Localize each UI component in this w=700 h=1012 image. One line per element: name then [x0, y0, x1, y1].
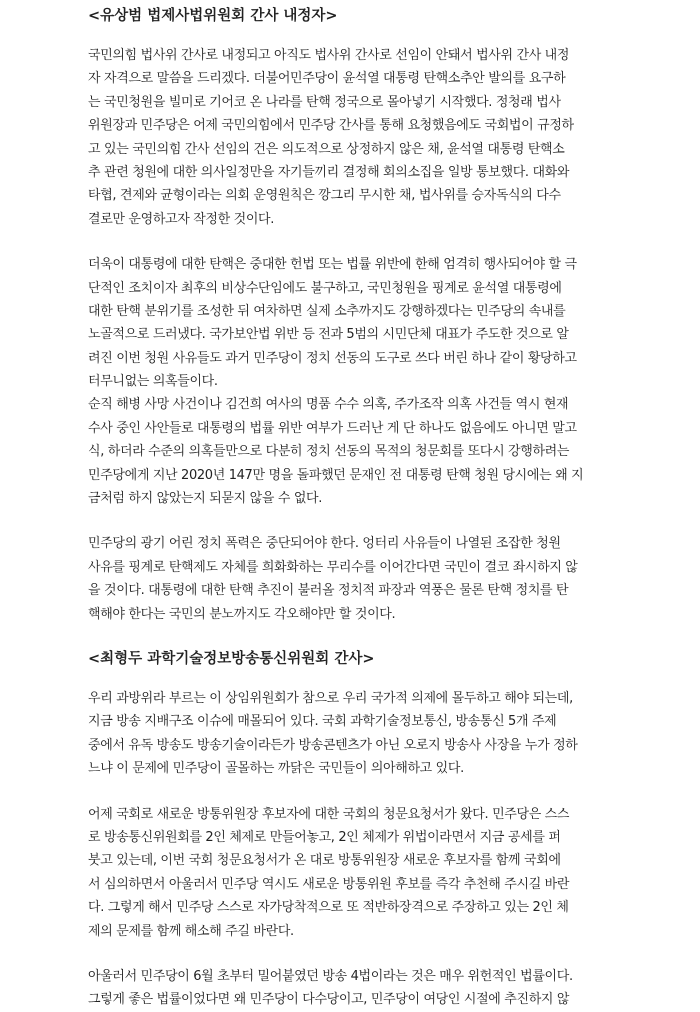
text-line: 터무니없는 의혹들이다. [88, 374, 218, 390]
text-line: 추 관련 청원에 대한 의사일정만을 자기들끼리 결정해 회의소집을 일방 통보했다. 대화와 [88, 164, 570, 180]
text-line: 려진 이번 청원 사유들도 과거 민주당이 정치 선동의 도구로 쓰다 버린 하나 같이 황당하고 [88, 350, 577, 366]
text-line: 중에서 유독 방송도 방송기술이라든가 방송콘텐츠가 아닌 오로지 방송사 사장을 누가 정하 [88, 737, 578, 753]
text-line: 느냐 이 문제에 민주당이 골몰하는 까닭은 국민들이 의아해하고 있다. [88, 761, 464, 777]
text-line: 로 방송통신위원회를 2인 체제로 만들어놓고, 2인 체제가 위법이라면서 지금 공세를 퍼 [88, 829, 561, 845]
text-line: 을 것이다. 대통령에 대한 탄핵 추진이 불러올 정치적 파장과 역풍은 물론 탄핵 정치를 탄 [88, 583, 569, 599]
paragraph [88, 965, 618, 1012]
text-line: 금처럼 하지 않았는지 되묻지 않을 수 없다. [88, 491, 323, 507]
text-line: 민주당에게 지난 2020년 147만 명을 돌파했던 문재인 전 대통령 탄핵 청원 당시에는 왜 지 [88, 467, 584, 483]
text-line: 수사 중인 사안들로 대통령의 법률 위반 여부가 드러난 게 단 하나도 없음에도 아니면 말고 [88, 420, 577, 436]
paragraph [88, 803, 618, 943]
text-line: 민주당의 광기 어린 정치 폭력은 중단되어야 한다. 엉터리 사유들이 나열된 조잡한 청원 [88, 536, 561, 552]
paragraph [88, 253, 618, 393]
text-line: 어제 국회로 새로운 방통위원장 후보자에 대한 국회의 청문요청서가 왔다. 민주당은 스스 [88, 806, 570, 822]
text-line: 결로만 운영하고자 작정한 것이다. [88, 211, 275, 227]
spacer [88, 231, 618, 253]
text-line: 단적인 조치이자 최후의 비상수단임에도 불구하고, 국민청원을 핑계로 윤석열 대통령에 [88, 280, 562, 296]
text-line: 그렇게 좋은 법률이었다면 왜 민주당이 다수당이고, 민주당이 여당인 시절에 추진하지 않 [88, 992, 570, 1008]
document-page [88, 0, 618, 1012]
spacer [88, 32, 618, 44]
paragraph [88, 687, 618, 781]
text-line: 타협, 견제와 균형이라는 의회 운영원칙은 깡그리 무시한 채, 법사위를 승자독식의 다수 [88, 188, 561, 204]
text-line: 대한 탄핵 분위기를 조성한 뒤 여차하면 실제 소추까지도 강행하겠다는 민주당의 속내를 [88, 303, 566, 319]
text-line: 아울러서 민주당이 6월 초부터 밀어붙였던 방송 4법이라는 것은 매우 위헌적인 법률이다. [88, 968, 573, 984]
text-line: 제의 문제를 함께 해소해 주길 바란다. [88, 923, 294, 939]
text-line: 핵해야 한다는 국민의 분노까지도 각오해야만 할 것이다. [88, 606, 396, 622]
text-line: 식, 하더라 수준의 의혹들만으로 다분히 정치 선동의 목적의 청문회를 또다시 강행하려는 [88, 444, 570, 460]
text-line: 자 자격으로 말씀을 드리겠다. 더불어민주당이 윤석열 대통령 탄핵소추안 발의를 요구하 [88, 71, 566, 87]
text-line: 위원장과 민주당은 어제 국민의힘에서 민주당 간사를 통해 요청했음에도 국회법이 규정하 [88, 118, 574, 134]
text-line: 붓고 있는데, 이번 국회 청문요청서가 온 대로 방통위원장 새로운 후보자를 함께 국회에 [88, 853, 561, 869]
text-line: 다. 그렇게 해서 민주당 스스로 자가당착적으로 또 적반하장격으로 주장하고 있는 2인 체 [88, 900, 569, 916]
text-line: 지금 방송 지배구조 이슈에 매몰되어 있다. 국회 과학기술정보통신, 방송통신 5개 주제 [88, 714, 557, 730]
text-line: 국민의힘 법사위 간사로 내정되고 아직도 법사위 간사로 선임이 안돼서 법사위 간사 내정 [88, 48, 570, 63]
text-line: 사유를 핑계로 탄핵제도 자체를 희화화하는 무리수를 이어간다면 국민이 결코 좌시하지 않 [88, 559, 578, 575]
section-heading: <최형두 과학기술정보방송통신위원회 간사> [88, 650, 375, 667]
text-line: 고 있는 국민의힘 간사 선임의 건은 의도적으로 상정하지 않은 채, 윤석열 대통령 탄핵소 [88, 141, 565, 157]
text-line: 서 심의하면서 아울러서 민주당 역시도 새로운 방통위원 후보를 즉각 추천해 주시길 바란 [88, 876, 570, 892]
text-line: 더욱이 대통령에 대한 탄핵은 중대한 헌법 또는 법률 위반에 한해 엄격히 행사되어야 할 극 [88, 257, 577, 273]
text-line: 우리 과방위라 부르는 이 상임위원회가 참으로 우리 국가적 의제에 몰두하고 해야 되는데, [88, 690, 573, 706]
text-line: 는 국민청원을 빌미로 기어코 온 나라를 탄핵 정국으로 몰아넣기 시작했다. 정청래 법사 [88, 94, 561, 110]
spacer [88, 943, 618, 965]
paragraph [88, 393, 618, 510]
paragraph [88, 44, 618, 231]
spacer [88, 781, 618, 803]
section-heading: <유상범 법제사법위원회 간사 내정자> [88, 8, 338, 24]
text-line: 노골적으로 드러냈다. 국가보안법 위반 등 전과 5범의 시민단체 대표가 주도한 것으로 알 [88, 327, 569, 343]
text-line: 순직 해병 사망 사건이나 김건희 여사의 명품 수수 의혹, 주가조작 의혹 사건들 역시 현재 [88, 397, 569, 413]
paragraph [88, 532, 618, 626]
spacer [88, 675, 618, 687]
spacer [88, 510, 618, 532]
